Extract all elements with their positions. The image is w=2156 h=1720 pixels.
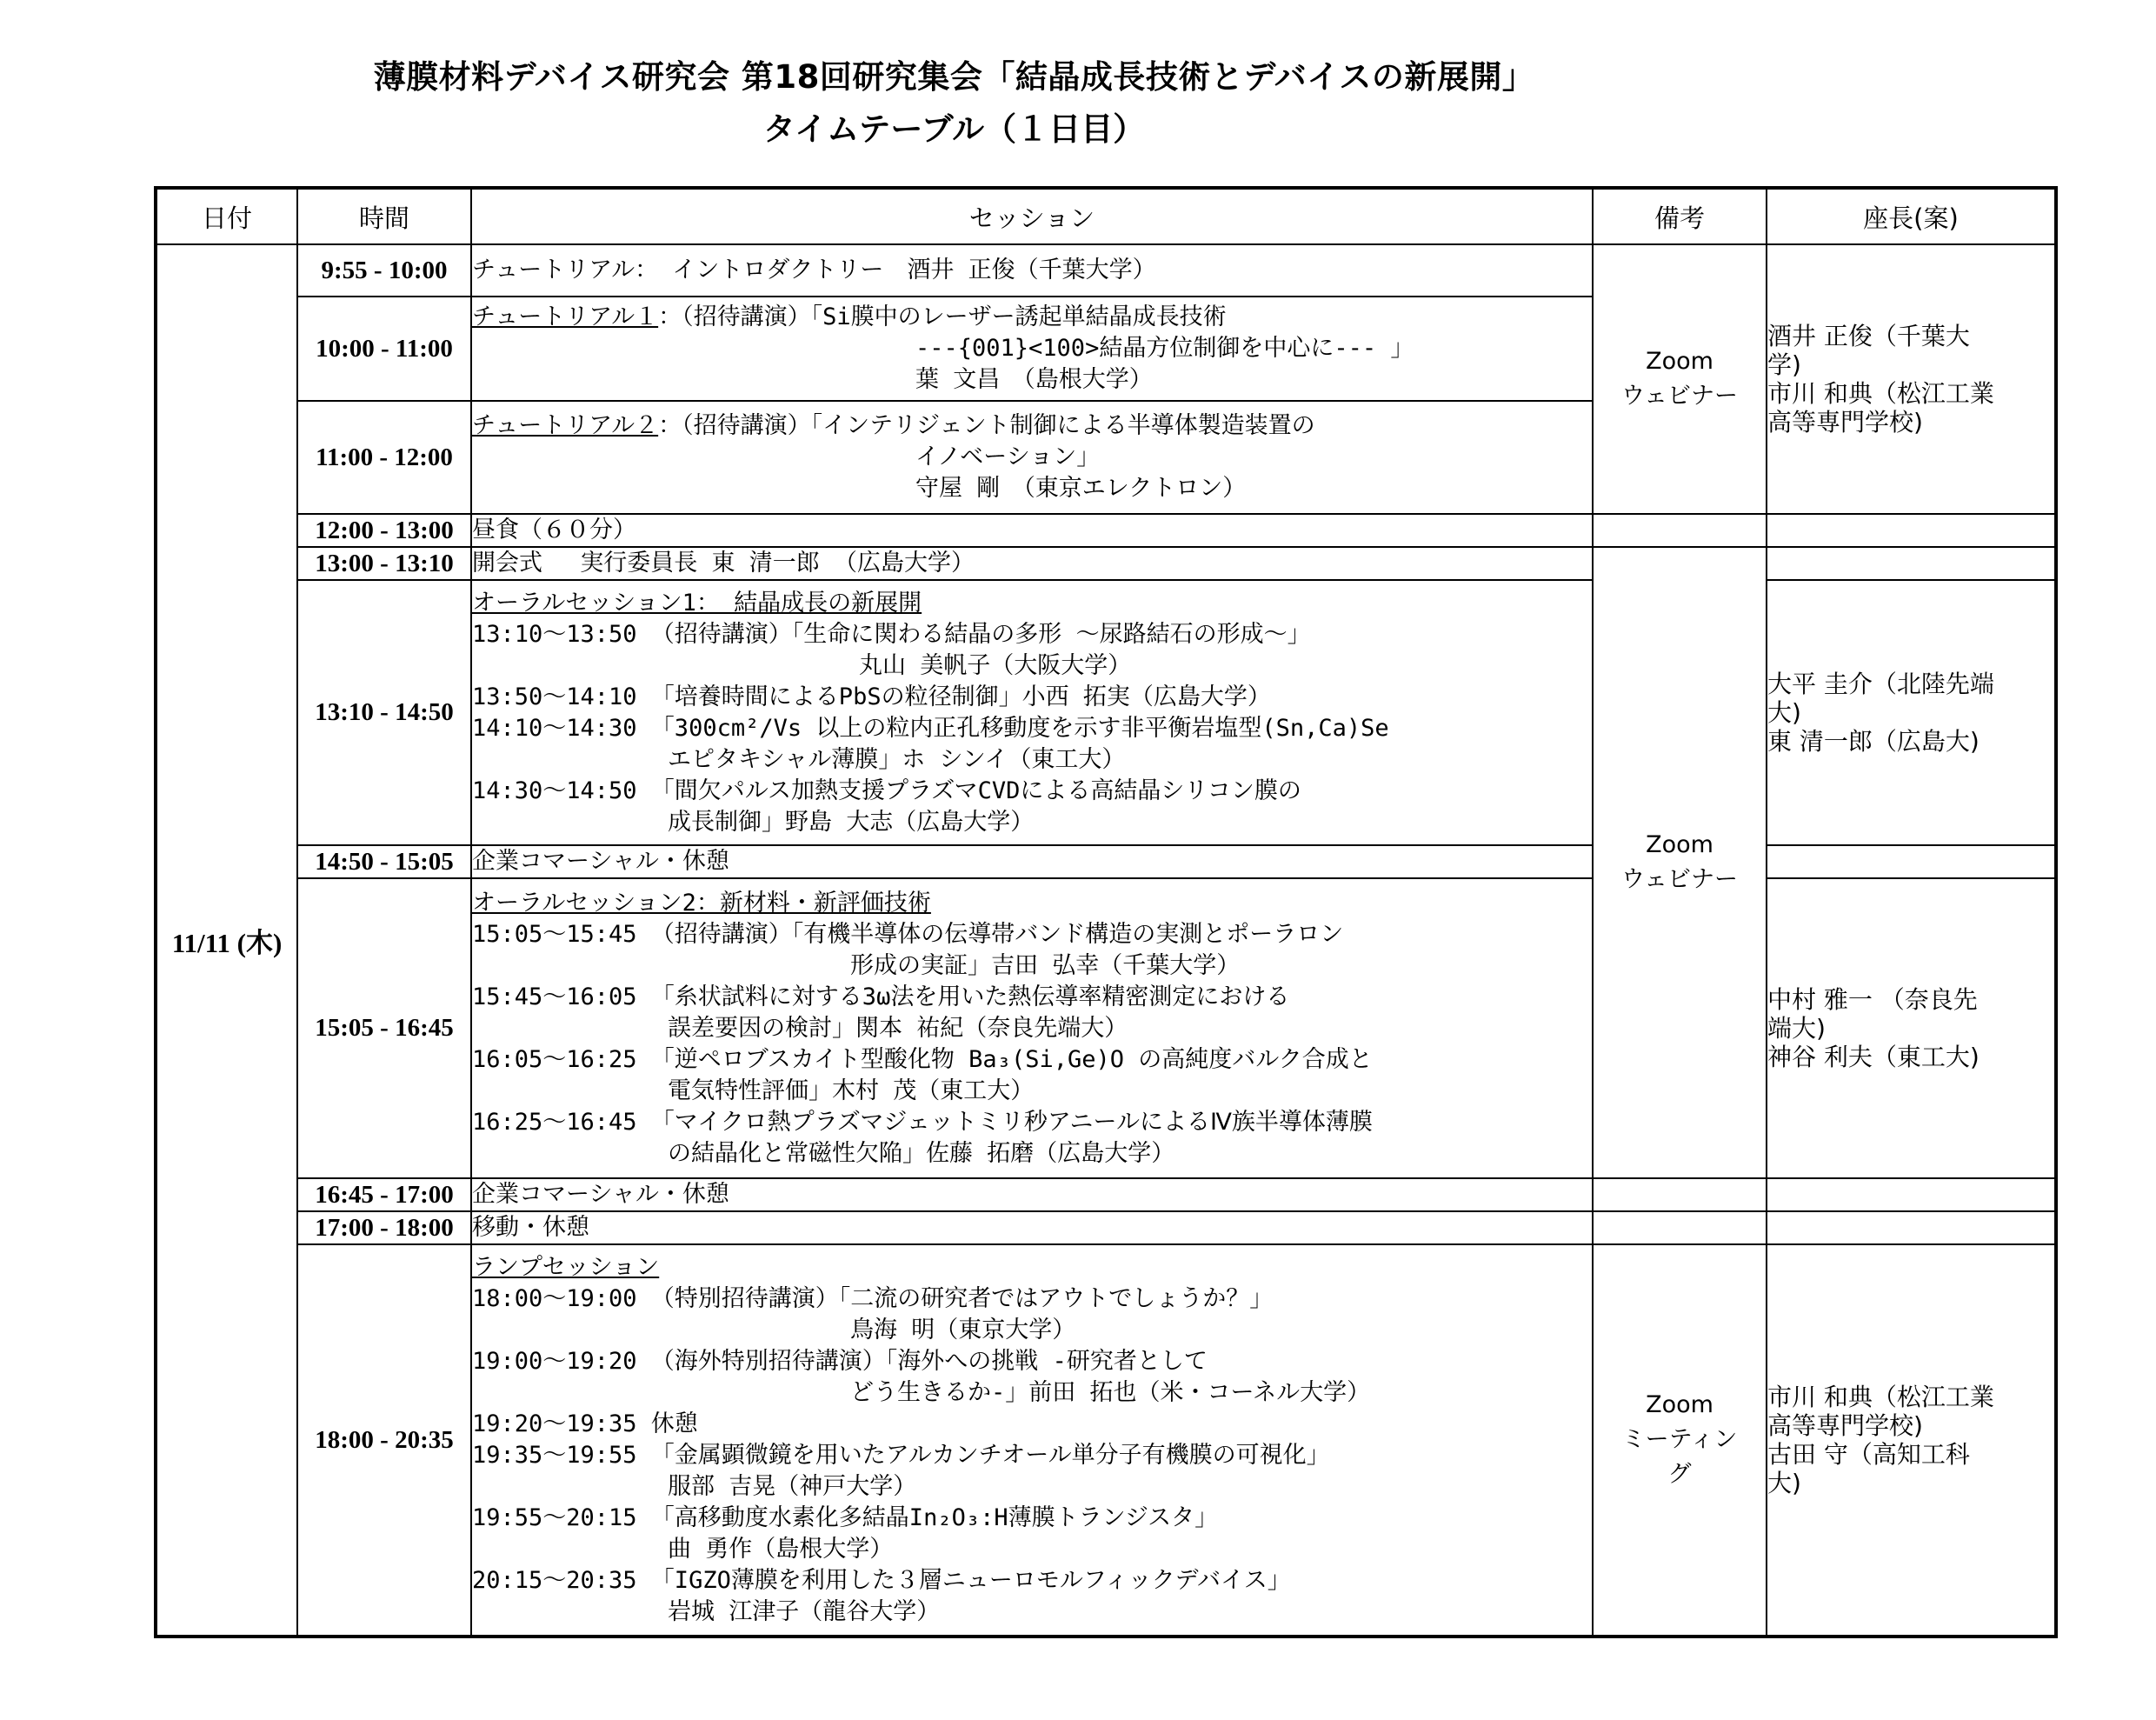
document-title: 薄膜材料デバイス研究会 第18回研究集会「結晶成長技術とデバイスの新展開」	[373, 58, 1535, 96]
table-row	[156, 580, 2056, 845]
chair-line: 中村 雅一 （奈良先	[1767, 985, 1978, 1014]
session-line: イノベーション」	[915, 443, 1101, 470]
session-line: ---{001}<100>結晶方位制御を中心に--- 」	[915, 335, 1414, 362]
header-date: 日付	[156, 188, 297, 244]
table-row	[156, 1211, 2056, 1244]
chair-line: 神谷 利夫（東工大)	[1767, 1043, 1980, 1071]
chair-cell-empty	[1767, 845, 2056, 878]
chair-cell-os2	[1767, 878, 2056, 1178]
session-cell	[471, 244, 1593, 297]
chair-cell-empty	[1767, 1178, 2056, 1211]
session-heading: オーラルセッション2：新材料・新評価技術	[472, 889, 931, 917]
document-subtitle: タイムテーブル（１日目）	[762, 110, 1146, 148]
session-line: 15:05〜15:45 （招待講演）「有機半導体の伝導帯バンド構造の実測とポーラロン	[472, 920, 1344, 948]
chair-line: 古田 守（高知工科	[1767, 1440, 1970, 1469]
chair-line: 高等専門学校)	[1767, 1411, 1923, 1440]
time-cell: 18:00 - 20:35	[297, 1244, 471, 1637]
session-line: 昼食（６０分）	[472, 517, 636, 543]
table-row	[156, 878, 2056, 1178]
note-line: ウェビナー	[1621, 383, 1738, 410]
chair-cell-tutorial	[1767, 244, 2056, 514]
session-line: 曲 勇作（島根大学）	[668, 1536, 894, 1563]
chair-line: 大)	[1767, 698, 1801, 727]
session-line: の結晶化と常磁性欠陥」佐藤 拓磨（広島大学）	[668, 1139, 1175, 1167]
chair-cell-os1	[1767, 580, 2056, 845]
table-row	[156, 1178, 2056, 1211]
note-cell-tutorial	[1593, 244, 1767, 514]
session-line: 企業コマーシャル・休憩	[472, 848, 729, 875]
session-cell	[471, 580, 1593, 845]
session-line: 葉 文昌 （島根大学）	[915, 366, 1153, 393]
timetable	[154, 186, 2058, 1638]
session-line: 電気特性評価」木村 茂（東工大）	[668, 1077, 1035, 1104]
session-line: 14:10〜14:30 「300cm²/Vs 以上の粒内正孔移動度を示す非平衡岩塩型(Sn,Ca)Se	[472, 714, 1389, 742]
chair-cell-empty	[1767, 547, 2056, 580]
session-line: 岩城 江津子（龍谷大学）	[668, 1598, 941, 1625]
session-line: 15:45〜16:05 「糸状試料に対する3ω法を用いた熱伝導率精密測定における	[472, 983, 1290, 1010]
note-line: Zoom	[1646, 348, 1713, 375]
session-heading: ランプセッション	[472, 1254, 660, 1281]
session-line: 20:15〜20:35 「IGZO薄膜を利用した３層ニューロモルフィックデバイス」	[472, 1567, 1291, 1594]
chair-line: 高等専門学校)	[1767, 408, 1923, 437]
table-row	[156, 547, 2056, 580]
chair-line: 学)	[1767, 350, 1801, 379]
chair-line: 酒井 正俊（千葉大	[1767, 322, 1970, 350]
session-heading: オーラルセッション1： 結晶成長の新展開	[472, 589, 922, 617]
session-heading: チュートリアル２	[472, 412, 659, 439]
time-cell: 17:00 - 18:00	[297, 1211, 471, 1244]
chair-line: 大)	[1767, 1469, 1801, 1497]
session-line: 形成の実証」吉田 弘幸（千葉大学）	[850, 951, 1241, 979]
session-cell	[471, 401, 1593, 514]
note-line: Zoom	[1646, 1391, 1713, 1418]
chair-cell-lamp	[1767, 1244, 2056, 1637]
session-line: ：（招待講演）「インテリジェント制御による半導体製造装置の	[658, 412, 1315, 439]
session-line: 18:00〜19:00 （特別招待講演）「二流の研究者ではアウトでしょうか？」	[472, 1285, 1274, 1312]
session-cell	[471, 1178, 1593, 1211]
session-line: どう生きるか-」前田 拓也（米・コーネル大学）	[850, 1379, 1371, 1406]
time-cell: 12:00 - 13:00	[297, 514, 471, 547]
date-cell: 11/11 (木)	[156, 244, 297, 1637]
session-line: 服部 吉晃（神戸大学）	[668, 1473, 917, 1500]
note-cell-empty	[1593, 1178, 1767, 1211]
session-line: 13:10〜13:50 （招待講演）「生命に関わる結晶の多形 〜尿路結石の形成〜」	[472, 620, 1311, 648]
session-line: 13:50〜14:10 「培養時間によるPbSの粒径制御」小西 拓実（広島大学）	[472, 683, 1271, 710]
time-cell: 9:55 - 10:00	[297, 244, 471, 297]
session-heading: チュートリアル１	[472, 303, 659, 330]
time-cell: 13:00 - 13:10	[297, 547, 471, 580]
chair-line: 市川 和典（松江工業	[1767, 1383, 1994, 1411]
session-line: 成長制御」野島 大志（広島大学）	[668, 808, 1035, 836]
note-line: ウェビナー	[1621, 866, 1738, 893]
time-cell: 11:00 - 12:00	[297, 401, 471, 514]
session-cell	[471, 1244, 1593, 1637]
table-row	[156, 1244, 2056, 1637]
session-cell	[471, 845, 1593, 878]
session-line: エピタキシャル薄膜」ホ シンイ（東工大）	[668, 745, 1126, 773]
session-line: 開会式 実行委員長 東 清一郎 （広島大学）	[472, 550, 975, 577]
session-line: 丸山 美帆子（大阪大学）	[859, 651, 1132, 679]
chair-line: 端大)	[1767, 1014, 1826, 1043]
session-cell	[471, 297, 1593, 401]
note-cell-empty	[1593, 514, 1767, 547]
session-cell	[471, 514, 1593, 547]
session-line: ：（招待講演）「Si膜中のレーザー誘起単結晶成長技術	[658, 303, 1227, 330]
session-line: 鳥海 明（東京大学）	[850, 1317, 1076, 1343]
note-line: グ	[1667, 1461, 1692, 1488]
note-line: ミーティン	[1621, 1426, 1738, 1453]
session-line: 14:30〜14:50 「間欠パルス加熱支援プラズマCVDによる高結晶シリコン膜の	[472, 777, 1301, 804]
table-row	[156, 244, 2056, 297]
table-row	[156, 845, 2056, 878]
session-line: 19:20〜19:35 休憩	[472, 1410, 698, 1437]
session-line: チュートリアル： イントロダクトリー 酒井 正俊（千葉大学）	[472, 257, 1156, 283]
header-note: 備考	[1593, 188, 1767, 244]
session-line: 誤差要因の検討」関本 祐紀（奈良先端大）	[668, 1014, 1128, 1042]
chair-cell-empty	[1767, 1211, 2056, 1244]
session-line: 移動・休憩	[472, 1214, 589, 1241]
session-line: 16:05〜16:25 「逆ペロブスカイト型酸化物 Ba₃(Si,Ge)O の高純度バルク合成と	[472, 1045, 1373, 1073]
session-line: 守屋 剛 （東京エレクトロン）	[915, 475, 1247, 502]
time-cell: 10:00 - 11:00	[297, 297, 471, 401]
time-cell: 16:45 - 17:00	[297, 1178, 471, 1211]
note-cell-lamp	[1593, 1244, 1767, 1637]
session-cell	[471, 878, 1593, 1178]
note-cell-oral	[1593, 547, 1767, 1178]
chair-line: 東 清一郎（広島大)	[1767, 727, 1980, 756]
session-cell	[471, 547, 1593, 580]
header-chair: 座長(案)	[1767, 188, 2056, 244]
session-line: 19:35〜19:55 「金属顕微鏡を用いたアルカンチオール単分子有機膜の可視化」	[472, 1442, 1330, 1469]
header-time: 時間	[297, 188, 471, 244]
table-row	[156, 514, 2056, 547]
session-line: 19:55〜20:15 「高移動度水素化多結晶In₂O₃:H薄膜トランジスタ」	[472, 1504, 1219, 1531]
time-cell: 13:10 - 14:50	[297, 580, 471, 845]
note-cell-empty	[1593, 1211, 1767, 1244]
chair-line: 市川 和典（松江工業	[1767, 379, 1994, 408]
chair-line: 大平 圭介（北陸先端	[1767, 670, 1994, 698]
time-cell: 15:05 - 16:45	[297, 878, 471, 1178]
session-cell	[471, 1211, 1593, 1244]
note-line: Zoom	[1646, 831, 1713, 858]
header-row	[156, 188, 2056, 244]
session-line: 19:00〜19:20 （海外特別招待講演）「海外への挑戦 -研究者として	[472, 1348, 1208, 1375]
session-line: 16:25〜16:45 「マイクロ熱プラズマジェットミリ秒アニールによるⅣ族半導体薄膜	[472, 1108, 1373, 1136]
chair-cell-empty	[1767, 514, 2056, 547]
time-cell: 14:50 - 15:05	[297, 845, 471, 878]
header-session: セッション	[471, 188, 1593, 244]
session-line: 企業コマーシャル・休憩	[472, 1181, 729, 1208]
